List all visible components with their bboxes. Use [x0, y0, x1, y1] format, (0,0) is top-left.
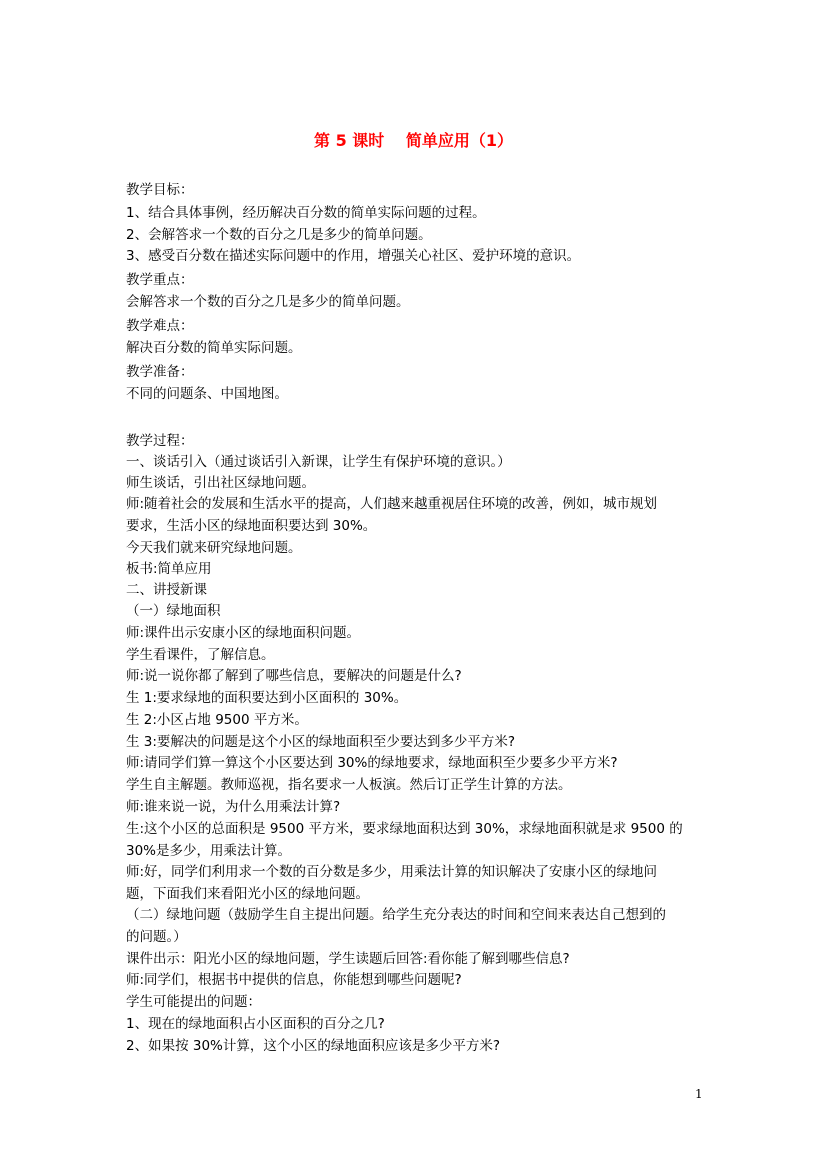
text-line: 1、结合具体事例，经历解决百分数的简单实际问题的过程。 — [126, 205, 486, 221]
text-line: 生 3:要解决的问题是这个小区的绿地面积至少要达到多少平方米? — [126, 734, 516, 750]
lesson-title: 第 5 课时 简单应用（1） — [314, 131, 513, 150]
text-line: 教学目标： — [126, 182, 194, 198]
text-line: 2、会解答求一个数的百分之几是多少的简单问题。 — [126, 227, 432, 243]
text-line: 教学重点： — [126, 272, 194, 288]
text-line: 生:这个小区的总面积是 9500 平方米，要求绿地面积达到 30%，求绿地面积就是求 9500 的 — [126, 821, 683, 837]
text-line: 1、现在的绿地面积占小区面积的百分之几? — [126, 1016, 385, 1032]
text-line: 师:说一说你都了解到了哪些信息，要解决的问题是什么? — [126, 668, 462, 684]
page-number: 1 — [695, 1087, 703, 1101]
text-line: 不同的问题条、中国地图。 — [126, 386, 288, 402]
text-line: 生 2:小区占地 9500 平方米。 — [126, 712, 308, 728]
text-line: 教学过程： — [126, 433, 194, 449]
text-line: 师:请同学们算一算这个小区要达到 30%的绿地要求，绿地面积至少要多少平方米? — [126, 755, 618, 771]
text-line: 师:课件出示安康小区的绿地面积问题。 — [126, 625, 361, 641]
text-line: 一、谈话引入（通过谈话引入新课，让学生有保护环境的意识。） — [126, 454, 511, 470]
text-line: （二）绿地问题（鼓励学生自主提出问题。给学生充分表达的时间和空间来表达自己想到的 — [126, 907, 666, 923]
text-line: 30%是多少，用乘法计算。 — [126, 843, 292, 859]
text-line: 师:好，同学们利用求一个数的百分数是多少，用乘法计算的知识解决了安康小区的绿地问 — [126, 864, 658, 880]
text-line: 师生谈话，引出社区绿地问题。 — [126, 475, 315, 491]
text-line: 的问题。） — [126, 929, 187, 945]
text-line: 师:随着社会的发展和生活水平的提高，人们越来越重视居住环境的改善，例如，城市规划 — [126, 496, 658, 512]
text-line: 会解答求一个数的百分之几是多少的简单问题。 — [126, 294, 410, 310]
text-line: 板书:简单应用 — [126, 561, 212, 577]
text-line: 教学准备： — [126, 364, 194, 380]
text-line: 教学难点： — [126, 318, 194, 334]
text-line: 师:同学们，根据书中提供的信息，你能想到哪些问题呢? — [126, 972, 462, 988]
text-line: 师:谁来说一说，为什么用乘法计算? — [126, 799, 341, 815]
text-line: 要求，生活小区的绿地面积要达到 30%。 — [126, 518, 377, 534]
text-line: 题，下面我们来看阳光小区的绿地问题。 — [126, 886, 369, 902]
text-line: 解决百分数的简单实际问题。 — [126, 340, 302, 356]
text-line: 学生可能提出的问题： — [126, 994, 261, 1010]
text-line: 课件出示：阳光小区的绿地问题，学生读题后回答:看你能了解到哪些信息? — [126, 951, 570, 967]
text-line: 生 1:要求绿地的面积要达到小区面积的 30%。 — [126, 690, 408, 706]
text-line: 3、感受百分数在描述实际问题中的作用，增强关心社区、爱护环境的意识。 — [126, 248, 581, 264]
text-line: 学生自主解题。教师巡视，指名要求一人板演。然后订正学生计算的方法。 — [126, 777, 572, 793]
text-line: 今天我们就来研究绿地问题。 — [126, 540, 302, 556]
text-line: 二、讲授新课 — [126, 582, 207, 598]
text-line: （一）绿地面积 — [126, 603, 221, 619]
text-line: 2、如果按 30%计算，这个小区的绿地面积应该是多少平方米? — [126, 1038, 501, 1054]
text-line: 学生看课件，了解信息。 — [126, 647, 275, 663]
